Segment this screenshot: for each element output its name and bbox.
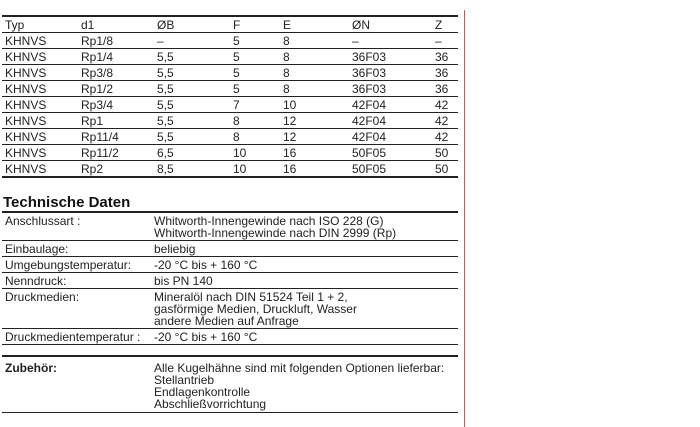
table-header-row bbox=[2, 16, 458, 33]
table-cell: 36 bbox=[435, 49, 449, 64]
tech-label: Anschlussart : bbox=[5, 214, 81, 228]
table-cell: 50F05 bbox=[352, 145, 387, 160]
table-cell: 36F03 bbox=[352, 65, 387, 80]
tech-value-line: bis PN 140 bbox=[154, 274, 213, 288]
table-cell: 8,5 bbox=[157, 161, 174, 176]
table-cell: KHNVS bbox=[5, 65, 47, 80]
table-cell: 5,5 bbox=[157, 129, 174, 144]
table-cell: – bbox=[435, 33, 442, 48]
table-cell: 5,5 bbox=[157, 65, 174, 80]
col-header-typ: Typ bbox=[5, 17, 25, 32]
table-cell: Rp11/2 bbox=[81, 145, 119, 160]
col-header-f: F bbox=[233, 17, 241, 32]
accessories-line: Endlagenkontrolle bbox=[154, 385, 251, 399]
table-row bbox=[2, 81, 458, 97]
tech-label: Einbaulage: bbox=[5, 242, 69, 256]
accessories-line: Abschließvorrichtung bbox=[154, 397, 267, 411]
table-cell: KHNVS bbox=[5, 49, 47, 64]
tech-row bbox=[2, 257, 458, 273]
tech-value bbox=[154, 259, 458, 271]
table-cell: 12 bbox=[283, 113, 297, 128]
accessories-label: Zubehör: bbox=[5, 361, 57, 375]
tech-value-line: beliebig bbox=[154, 242, 196, 256]
tech-label: Druckmedientemperatur : bbox=[5, 330, 141, 344]
table-cell: – bbox=[157, 33, 164, 48]
table-cell: KHNVS bbox=[5, 161, 47, 176]
table-cell: 50 bbox=[435, 145, 449, 160]
table-cell: Rp1/2 bbox=[81, 81, 114, 96]
accessories-line: Alle Kugelhähne sind mit folgenden Optionen lieferbar: bbox=[154, 361, 445, 375]
table-cell: 10 bbox=[283, 97, 297, 112]
table-cell: 5,5 bbox=[157, 113, 174, 128]
table-cell: 36 bbox=[435, 65, 449, 80]
table-cell: Rp3/8 bbox=[81, 65, 114, 80]
table-cell: 6,5 bbox=[157, 145, 174, 160]
table-row bbox=[2, 161, 458, 178]
table-cell: 8 bbox=[283, 65, 290, 80]
table-cell: 42F04 bbox=[352, 97, 387, 112]
col-header-z: Z bbox=[435, 17, 443, 32]
table-row bbox=[2, 97, 458, 113]
table-cell: Rp1/4 bbox=[81, 49, 114, 64]
table-cell: 8 bbox=[283, 49, 290, 64]
table-cell: KHNVS bbox=[5, 33, 47, 48]
tech-value-line: andere Medien auf Anfrage bbox=[154, 314, 299, 328]
table-cell: 50 bbox=[435, 161, 449, 176]
margin-line bbox=[464, 10, 465, 427]
table-cell: 7 bbox=[233, 97, 240, 112]
col-header-e: E bbox=[283, 17, 292, 32]
table-row bbox=[2, 33, 458, 49]
table-cell: 5 bbox=[233, 49, 240, 64]
tech-row bbox=[2, 241, 458, 257]
table-cell: – bbox=[352, 33, 359, 48]
table-cell: KHNVS bbox=[5, 129, 47, 144]
table-cell: KHNVS bbox=[5, 113, 47, 128]
table-row bbox=[2, 129, 458, 145]
table-cell: 50F05 bbox=[352, 161, 387, 176]
table-cell: 12 bbox=[283, 129, 297, 144]
table-cell: 5,5 bbox=[157, 81, 174, 96]
tech-label: Nenndruck: bbox=[5, 274, 67, 288]
table-cell: 8 bbox=[283, 81, 290, 96]
table-cell: 8 bbox=[233, 129, 240, 144]
table-cell: 5 bbox=[233, 65, 240, 80]
table-cell: 36 bbox=[435, 81, 449, 96]
table-row bbox=[2, 113, 458, 129]
tech-value-line: Whitworth-Innengewinde nach DIN 2999 (Rp) bbox=[154, 226, 397, 240]
table-cell: 5,5 bbox=[157, 97, 174, 112]
table-cell: Rp2 bbox=[81, 161, 104, 176]
table-cell: 5 bbox=[233, 33, 240, 48]
table-cell: 8 bbox=[283, 33, 290, 48]
table-cell: 16 bbox=[283, 145, 297, 160]
table-cell: 36F03 bbox=[352, 49, 387, 64]
tech-value bbox=[154, 275, 458, 287]
table-cell: Rp1 bbox=[81, 113, 104, 128]
tech-value-line: Mineralöl nach DIN 51524 Teil 1 + 2, bbox=[154, 290, 348, 304]
tech-row bbox=[2, 273, 458, 289]
dimensions-table bbox=[2, 15, 458, 178]
table-cell: KHNVS bbox=[5, 97, 47, 112]
tech-value-line: -20 °C bis + 160 °C bbox=[154, 258, 258, 272]
tech-value-line: -20 °C bis + 160 °C bbox=[154, 330, 258, 344]
table-cell: Rp3/4 bbox=[81, 97, 114, 112]
col-header-d1: d1 bbox=[81, 17, 95, 32]
table-cell: 36F03 bbox=[352, 81, 387, 96]
table-cell: 42F04 bbox=[352, 113, 387, 128]
tech-value-line: Whitworth-Innengewinde nach ISO 228 (G) bbox=[154, 214, 384, 228]
table-cell: 42F04 bbox=[352, 129, 387, 144]
tech-value bbox=[154, 331, 458, 343]
accessories-value bbox=[154, 362, 458, 410]
table-cell: Rp1/8 bbox=[81, 33, 114, 48]
table-cell: Rp11/4 bbox=[81, 129, 119, 144]
tech-row bbox=[2, 329, 458, 345]
tech-value bbox=[154, 215, 458, 239]
section-title: Technische Daten bbox=[3, 194, 131, 211]
table-row bbox=[2, 65, 458, 81]
table-cell: 16 bbox=[283, 161, 297, 176]
table-cell: 10 bbox=[233, 161, 247, 176]
table-cell: 8 bbox=[233, 113, 240, 128]
table-cell: 42 bbox=[435, 129, 449, 144]
table-cell: 42 bbox=[435, 113, 449, 128]
table-cell: 10 bbox=[233, 145, 247, 160]
technical-data-list bbox=[2, 211, 458, 345]
table-row bbox=[2, 49, 458, 65]
table-cell: 5,5 bbox=[157, 49, 174, 64]
accessories-row bbox=[2, 355, 458, 413]
accessories-line: Stellantrieb bbox=[154, 373, 215, 387]
tech-value bbox=[154, 243, 458, 255]
table-cell: 42 bbox=[435, 97, 449, 112]
table-cell: 5 bbox=[233, 81, 240, 96]
tech-row bbox=[2, 289, 458, 329]
tech-value-line: gasförmige Medien, Druckluft, Wasser bbox=[154, 302, 357, 316]
tech-value bbox=[154, 291, 458, 327]
tech-label: Umgebungstemperatur: bbox=[5, 258, 132, 272]
tech-label: Druckmedien: bbox=[5, 290, 80, 304]
table-cell: KHNVS bbox=[5, 81, 47, 96]
table-cell: KHNVS bbox=[5, 145, 47, 160]
col-header-ob: ØB bbox=[157, 17, 175, 32]
tech-row bbox=[2, 211, 458, 241]
table-row bbox=[2, 145, 458, 161]
col-header-on: ØN bbox=[352, 17, 370, 32]
